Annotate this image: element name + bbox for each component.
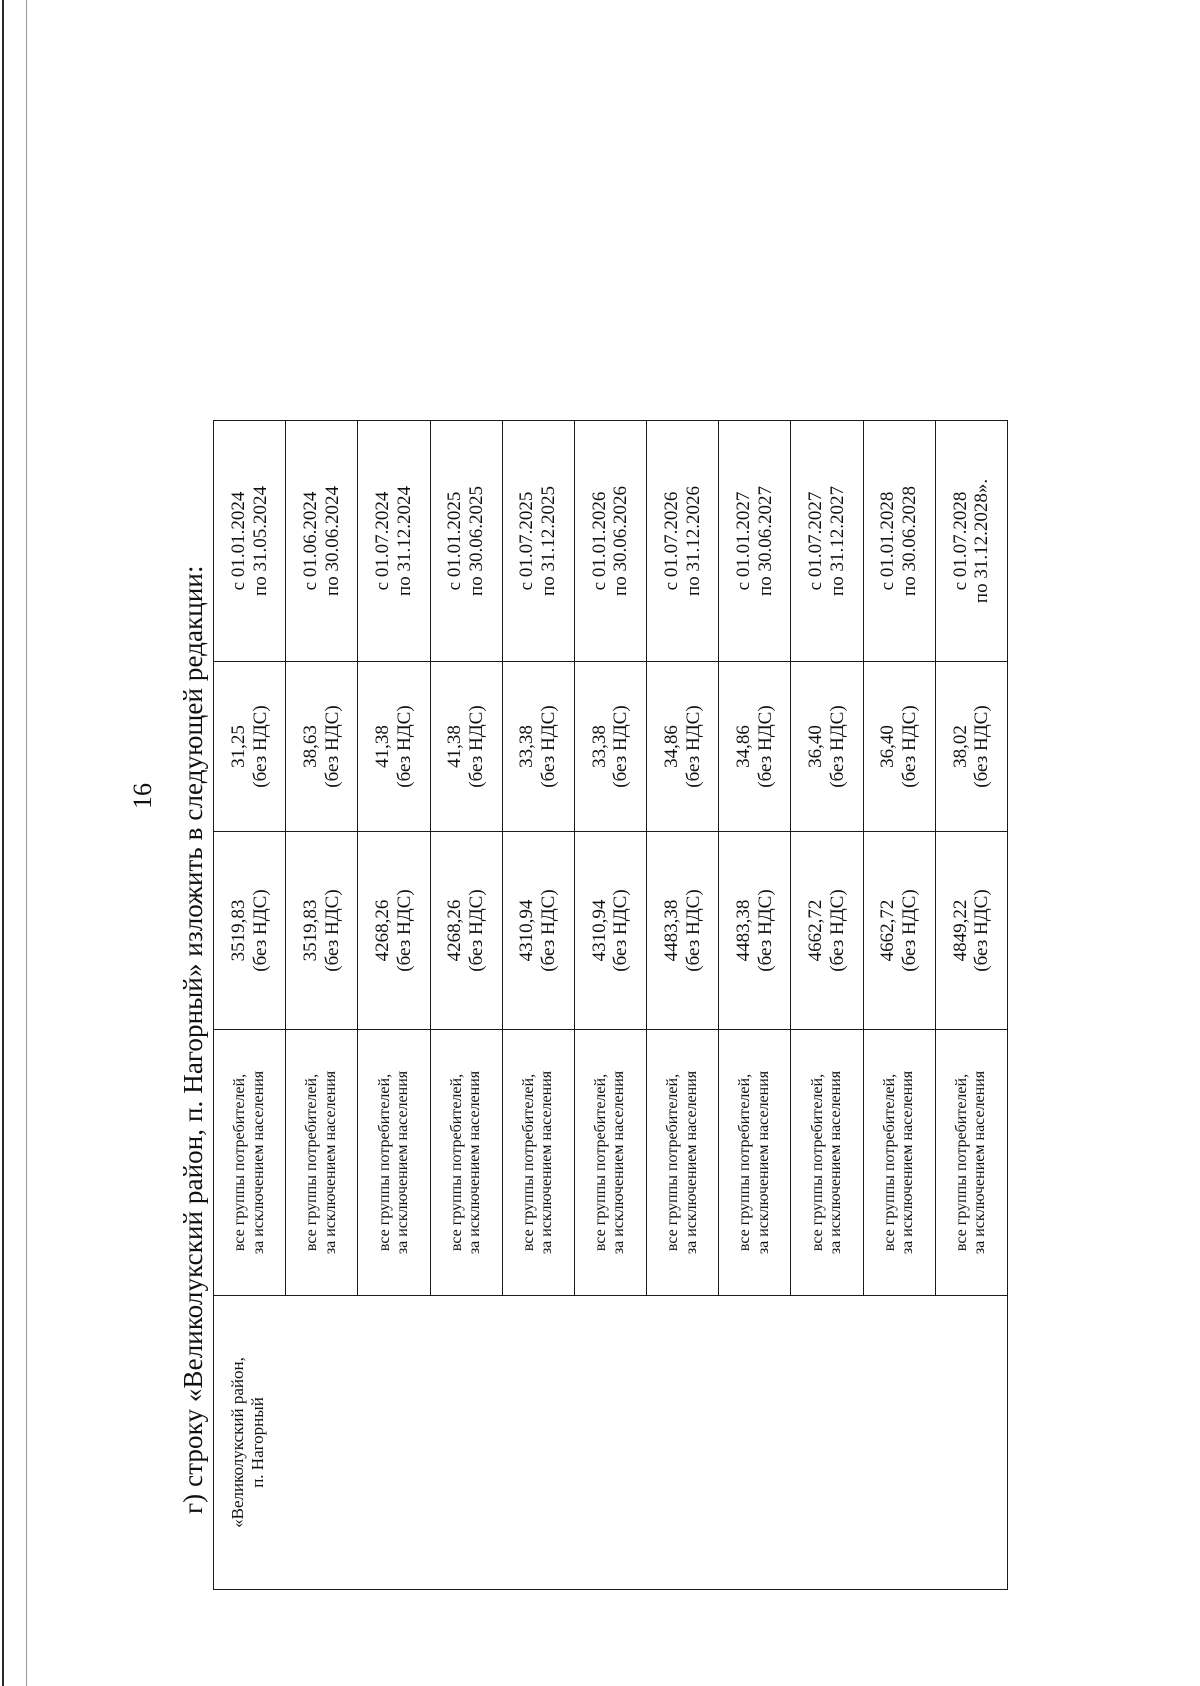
consumer-group-line: все группы потребителей, xyxy=(664,1073,682,1252)
tariff-value: 3519,83 xyxy=(227,899,249,962)
consumer-group-cell xyxy=(214,1030,286,1296)
tariff-power-cell xyxy=(286,832,358,1030)
tariff-value: 38,63 xyxy=(299,725,321,768)
tariff-note: (без НДС) xyxy=(610,705,632,788)
consumer-group-cell xyxy=(647,1030,719,1296)
tariff-note: (без НДС) xyxy=(321,705,343,788)
consumer-group-line: все группы потребителей, xyxy=(592,1073,610,1252)
tariff-note: (без НДС) xyxy=(754,889,776,972)
tariff-value: 41,38 xyxy=(372,725,394,768)
tariff-table xyxy=(213,420,1008,1590)
tariff-power-cell xyxy=(502,832,574,1030)
tariff-note: (без НДС) xyxy=(826,705,848,788)
consumer-group-line: за исключением населения xyxy=(538,1070,556,1255)
period-start: с 01.07.2024 xyxy=(372,491,394,591)
tariff-note: (без НДС) xyxy=(682,705,704,788)
tariff-rate-cell xyxy=(286,662,358,832)
period-start: с 01.01.2028 xyxy=(877,491,899,591)
tariff-power-cell xyxy=(358,832,430,1030)
tariff-value: 4483,38 xyxy=(732,899,754,962)
tariff-power-cell xyxy=(935,832,1007,1030)
tariff-table-container xyxy=(213,421,1008,1590)
period-start: с 01.06.2024 xyxy=(299,491,321,591)
tariff-note: (без НДС) xyxy=(754,705,776,788)
consumer-group-cell xyxy=(935,1030,1007,1296)
tariff-rate-cell xyxy=(791,662,863,832)
tariff-value: 34,86 xyxy=(660,725,682,768)
tariff-rate-cell xyxy=(214,662,286,832)
tariff-value: 3519,83 xyxy=(299,899,321,962)
consumer-group-cell xyxy=(358,1030,430,1296)
tariff-note: (без НДС) xyxy=(393,705,415,788)
tariff-power-cell xyxy=(647,832,719,1030)
period-start: с 01.07.2028 xyxy=(949,491,971,591)
period-cell xyxy=(214,421,286,662)
consumer-group-line: все группы потребителей, xyxy=(808,1073,826,1252)
consumer-group-line: за исключением населения xyxy=(321,1070,339,1255)
tariff-note: (без НДС) xyxy=(899,889,921,972)
period-start: с 01.07.2027 xyxy=(805,491,827,591)
tariff-rate-cell xyxy=(358,662,430,832)
territory-line: «Великолукский район, xyxy=(228,1357,247,1528)
consumer-group-cell xyxy=(286,1030,358,1296)
tariff-rate-cell xyxy=(647,662,719,832)
consumer-group-line: за исключением населения xyxy=(466,1070,484,1255)
period-cell xyxy=(935,421,1007,662)
tariff-rate-cell xyxy=(502,662,574,832)
consumer-group-line: все группы потребителей, xyxy=(880,1073,898,1252)
consumer-group-line: все группы потребителей, xyxy=(736,1073,754,1252)
period-start: с 01.01.2024 xyxy=(227,491,249,591)
consumer-group-line: за исключением населения xyxy=(393,1070,411,1255)
tariff-note: (без НДС) xyxy=(538,705,560,788)
period-start: с 01.01.2025 xyxy=(444,491,466,591)
consumer-group-cell xyxy=(574,1030,646,1296)
period-end: по 31.12.2028». xyxy=(971,478,993,604)
consumer-group-line: за исключением населения xyxy=(249,1070,267,1255)
consumer-group-cell xyxy=(863,1030,935,1296)
period-start: с 01.01.2027 xyxy=(732,491,754,591)
tariff-value: 34,86 xyxy=(732,725,754,768)
tariff-note: (без НДС) xyxy=(466,705,488,788)
tariff-note: (без НДС) xyxy=(321,889,343,972)
tariff-rate-cell xyxy=(574,662,646,832)
tariff-value: 4483,38 xyxy=(660,899,682,962)
consumer-group-cell xyxy=(791,1030,863,1296)
consumer-group-cell xyxy=(430,1030,502,1296)
period-cell xyxy=(863,421,935,662)
tariff-note: (без НДС) xyxy=(971,705,993,788)
tariff-rate-cell xyxy=(719,662,791,832)
tariff-value: 36,40 xyxy=(877,725,899,768)
period-end: по 30.06.2024 xyxy=(321,486,343,596)
consumer-group-line: все группы потребителей, xyxy=(375,1073,393,1252)
period-cell xyxy=(574,421,646,662)
period-cell xyxy=(791,421,863,662)
consumer-group-line: все группы потребителей, xyxy=(519,1073,537,1252)
period-end: по 31.12.2026 xyxy=(682,486,704,596)
territory-cell xyxy=(214,1296,1008,1590)
consumer-group-line: все группы потребителей, xyxy=(231,1073,249,1252)
consumer-group-line: за исключением населения xyxy=(610,1070,628,1255)
amendment-heading: г) строку «Великолукский район, п. Нагорный» изложить в следующей редакции: xyxy=(178,565,208,1514)
tariff-value: 33,38 xyxy=(588,725,610,768)
consumer-group-line: все группы потребителей, xyxy=(447,1073,465,1252)
tariff-value: 4662,72 xyxy=(805,899,827,962)
tariff-value: 4849,22 xyxy=(949,899,971,962)
period-cell xyxy=(286,421,358,662)
tariff-value: 4662,72 xyxy=(877,899,899,962)
tariff-value: 4310,94 xyxy=(516,899,538,962)
consumer-group-line: все группы потребителей, xyxy=(952,1073,970,1252)
tariff-value: 4268,26 xyxy=(372,899,394,962)
tariff-note: (без НДС) xyxy=(393,889,415,972)
table-row xyxy=(214,421,286,1590)
tariff-note: (без НДС) xyxy=(610,889,632,972)
period-end: по 30.06.2026 xyxy=(610,486,632,596)
tariff-note: (без НДС) xyxy=(538,889,560,972)
period-end: по 31.05.2024 xyxy=(249,486,271,596)
consumer-group-cell xyxy=(719,1030,791,1296)
tariff-power-cell xyxy=(574,832,646,1030)
consumer-group-line: все группы потребителей, xyxy=(303,1073,321,1252)
territory-line: п. Нагорный xyxy=(247,1397,267,1488)
period-start: с 01.07.2026 xyxy=(660,491,682,591)
period-cell xyxy=(430,421,502,662)
consumer-group-cell xyxy=(502,1030,574,1296)
tariff-power-cell xyxy=(214,832,286,1030)
period-end: по 31.12.2024 xyxy=(393,486,415,596)
tariff-power-cell xyxy=(719,832,791,1030)
tariff-value: 33,38 xyxy=(516,725,538,768)
consumer-group-line: за исключением населения xyxy=(899,1070,917,1255)
tariff-value: 41,38 xyxy=(444,725,466,768)
tariff-rate-cell xyxy=(935,662,1007,832)
consumer-group-line: за исключением населения xyxy=(971,1070,989,1255)
tariff-note: (без НДС) xyxy=(826,889,848,972)
period-end: по 30.06.2025 xyxy=(466,486,488,596)
tariff-note: (без НДС) xyxy=(971,889,993,972)
period-cell xyxy=(647,421,719,662)
tariff-power-cell xyxy=(791,832,863,1030)
period-cell xyxy=(502,421,574,662)
tariff-power-cell xyxy=(430,832,502,1030)
tariff-value: 4268,26 xyxy=(444,899,466,962)
consumer-group-line: за исключением населения xyxy=(826,1070,844,1255)
tariff-value: 4310,94 xyxy=(588,899,610,962)
tariff-note: (без НДС) xyxy=(899,705,921,788)
period-start: с 01.01.2026 xyxy=(588,491,610,591)
tariff-value: 38,02 xyxy=(949,725,971,768)
tariff-note: (без НДС) xyxy=(682,889,704,972)
tariff-rate-cell xyxy=(430,662,502,832)
tariff-value: 36,40 xyxy=(805,725,827,768)
period-cell xyxy=(719,421,791,662)
period-cell xyxy=(358,421,430,662)
tariff-note: (без НДС) xyxy=(249,705,271,788)
period-end: по 30.06.2027 xyxy=(754,486,776,596)
period-end: по 31.12.2025 xyxy=(538,486,560,596)
period-start: с 01.07.2025 xyxy=(516,491,538,591)
tariff-table-body xyxy=(214,421,1008,1590)
tariff-note: (без НДС) xyxy=(466,889,488,972)
consumer-group-line: за исключением населения xyxy=(682,1070,700,1255)
page-number: 16 xyxy=(128,783,157,809)
tariff-note: (без НДС) xyxy=(249,889,271,972)
tariff-power-cell xyxy=(863,832,935,1030)
period-end: по 30.06.2028 xyxy=(899,486,921,596)
tariff-rate-cell xyxy=(863,662,935,832)
period-end: по 31.12.2027 xyxy=(826,486,848,596)
consumer-group-line: за исключением населения xyxy=(754,1070,772,1255)
tariff-value: 31,25 xyxy=(227,725,249,768)
